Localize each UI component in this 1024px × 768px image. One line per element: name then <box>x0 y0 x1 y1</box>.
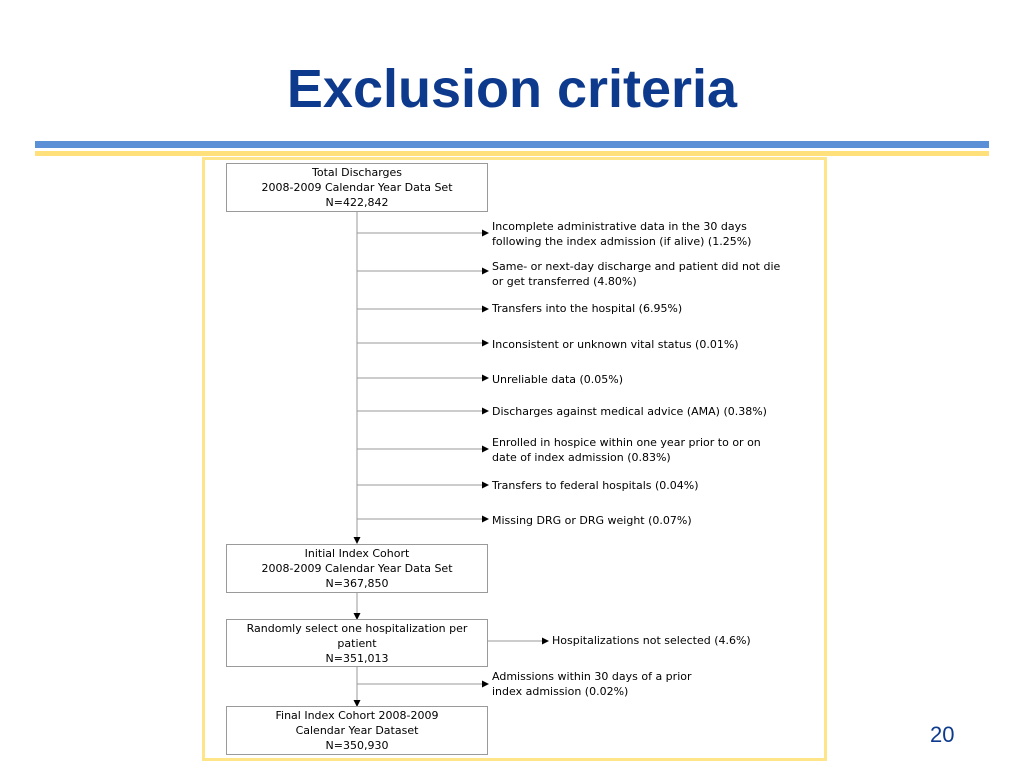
exclusion-line: Transfers to federal hospitals (0.04%) <box>492 479 699 492</box>
box-line: N=350,930 <box>325 739 389 752</box>
exclusion-line: following the index admission (if alive) (1.25%) <box>492 235 752 248</box>
random-select-box <box>226 619 488 667</box>
exclusion-line: Inconsistent or unknown vital status (0.01%) <box>492 338 739 351</box>
exclusion-line: Admissions within 30 days of a prior <box>492 670 692 683</box>
exclusion-line: Same- or next-day discharge and patient did not die <box>492 260 781 273</box>
box-line: 2008-2009 Calendar Year Data Set <box>261 562 453 575</box>
exclusion-label <box>492 219 751 249</box>
initial-cohort-box <box>226 544 488 593</box>
box-line: N=351,013 <box>325 651 389 665</box>
final-cohort-box <box>226 706 488 755</box>
exclusion-line: Discharges against medical advice (AMA) (0.38%) <box>492 405 767 418</box>
box-line: Final Index Cohort 2008-2009 <box>275 709 439 722</box>
exclusion-line: or get transferred (4.80%) <box>492 275 637 288</box>
exclusion-line: Enrolled in hospice within one year prior to or on <box>492 436 761 449</box>
not-selected-label: Hospitalizations not selected (4.6%) <box>552 634 751 647</box>
exclusion-label <box>492 513 692 528</box>
slide-title: Exclusion criteria <box>286 59 738 119</box>
box-line: Total Discharges <box>311 166 402 179</box>
exclusion-line: Missing DRG or DRG weight (0.07%) <box>492 514 692 527</box>
exclusion-line: index admission (0.02%) <box>492 685 629 698</box>
box-line: 2008-2009 Calendar Year Data Set <box>261 181 453 194</box>
exclusion-label <box>492 478 699 493</box>
box-line: Calendar Year Dataset <box>295 724 419 737</box>
exclusion-label <box>492 301 682 316</box>
box-line: N=367,850 <box>325 577 389 590</box>
box-line: Randomly select one hospitalization per <box>246 621 468 635</box>
box-line: patient <box>337 636 377 650</box>
exclusion-line: Unreliable data (0.05%) <box>492 373 624 386</box>
exclusion-label <box>492 337 739 352</box>
exclusion-line: Transfers into the hospital (6.95%) <box>492 302 683 315</box>
exclusion-line: Incomplete administrative data in the 30 days <box>492 220 747 233</box>
box-line: N=422,842 <box>325 196 389 209</box>
exclusion-label <box>492 435 761 465</box>
total-discharges-box <box>226 163 488 212</box>
exclusion-line: date of index admission (0.83%) <box>492 451 671 464</box>
box-line: Initial Index Cohort <box>304 547 410 560</box>
exclusion-label <box>492 259 780 289</box>
readmission-exclusion-label <box>492 669 692 699</box>
exclusion-label <box>492 404 767 419</box>
exclusion-label <box>492 372 623 387</box>
page-number: 20 <box>930 722 955 747</box>
